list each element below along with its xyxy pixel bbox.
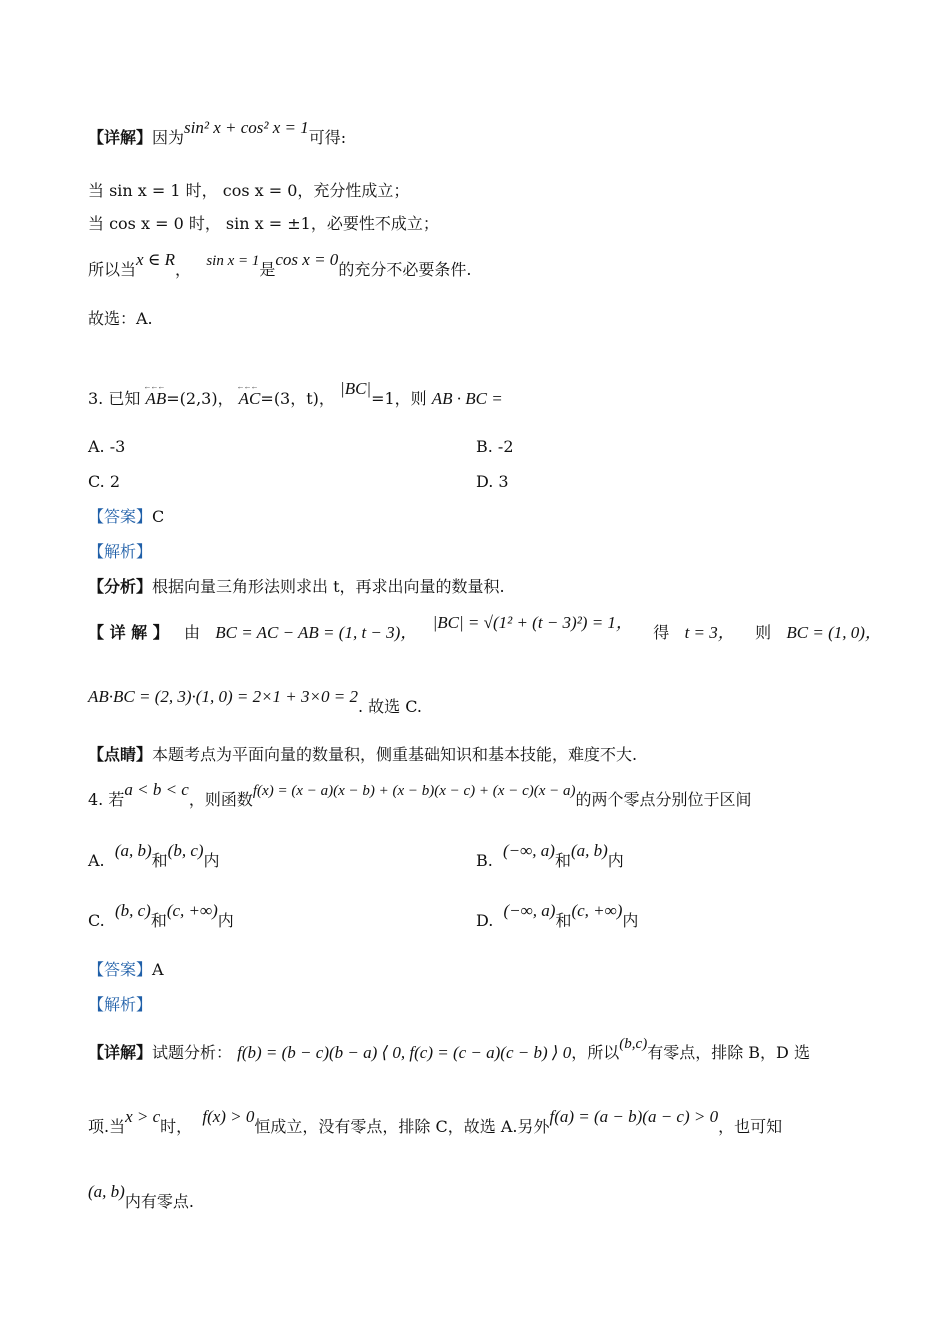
dot-product: AB · BC = bbox=[431, 389, 503, 408]
math-cond: a < b < c bbox=[124, 780, 189, 799]
text: 可得: bbox=[308, 128, 347, 147]
text: 所以当 bbox=[88, 260, 137, 279]
q3-stem bbox=[88, 379, 503, 409]
text: 因为 bbox=[152, 128, 185, 147]
detail-line-4 bbox=[88, 250, 472, 281]
math-fa: f(a) = (a − b)(a − c) > 0 bbox=[549, 1107, 719, 1126]
math-eq1: BC = AC − AB = (1, t − 3)， bbox=[215, 623, 418, 642]
answer-value: C bbox=[152, 507, 165, 526]
detail-tag: 【 详 解 】 bbox=[88, 623, 169, 642]
interval: (a, b) bbox=[88, 1182, 125, 1201]
q3-option-d: D. 3 bbox=[476, 472, 509, 491]
fenxi-tag: 【分析】 bbox=[88, 577, 153, 596]
text: 内 bbox=[217, 911, 234, 930]
text: 本题考点为平面向量的数量积，侧重基础知识和基本技能，难度不大. bbox=[152, 745, 638, 764]
text: 3. 已知 bbox=[88, 389, 141, 408]
q4-option-a bbox=[88, 841, 220, 871]
math-product: AB·BC = (2, 3)·(1, 0) = 2×1 + 3×0 = 2 bbox=[88, 687, 358, 706]
text: 和 bbox=[151, 851, 168, 870]
q4-option-c bbox=[88, 901, 234, 931]
vector-ac: ←←← AC bbox=[239, 389, 261, 409]
text: . 故选 C. bbox=[357, 697, 422, 716]
answer-value: A bbox=[152, 960, 164, 979]
q3-detail-line-2 bbox=[88, 687, 422, 717]
q4-detail-line-3 bbox=[88, 1182, 194, 1212]
q4-detail-line-2 bbox=[88, 1107, 783, 1137]
q3-analysis-tag: 【解析】 bbox=[88, 542, 153, 561]
detail-line-1 bbox=[88, 118, 347, 148]
text: =(2,3)， bbox=[166, 389, 234, 408]
answer-tag: 【答案】 bbox=[88, 507, 153, 526]
text: 4. 若 bbox=[88, 790, 125, 809]
interval: (c, +∞) bbox=[166, 901, 218, 920]
text: 试题分析： bbox=[152, 1043, 233, 1062]
interval: (b, c) bbox=[114, 901, 151, 920]
q3-answer bbox=[88, 507, 164, 527]
text: 恒成立，没有零点，排除 C，故选 A.另外 bbox=[254, 1117, 550, 1136]
text: ，也可知 bbox=[718, 1117, 783, 1136]
interval: (b,c) bbox=[619, 1036, 648, 1052]
text: 由 bbox=[183, 623, 200, 642]
text: =(3，t)， bbox=[260, 389, 335, 408]
detail-line-2: 当 sin x = 1 时， cos x = 0，充分性成立； bbox=[88, 181, 410, 200]
interval: (c, +∞) bbox=[571, 901, 623, 920]
text: 和 bbox=[554, 851, 571, 870]
q4-option-d bbox=[476, 901, 639, 931]
text: 和 bbox=[150, 911, 167, 930]
interval: (a, b) bbox=[570, 841, 608, 860]
text: 是 bbox=[259, 260, 276, 279]
interval: (b, c) bbox=[167, 841, 204, 860]
text: ，所以 bbox=[571, 1043, 620, 1062]
q3-detail-line-1 bbox=[88, 613, 882, 643]
math-t: t = 3， bbox=[684, 623, 735, 642]
q4-option-b bbox=[476, 841, 624, 871]
answer-tag: 【答案】 bbox=[88, 960, 153, 979]
text: 项.当 bbox=[88, 1117, 126, 1136]
math-cond3: cos x = 0 bbox=[275, 250, 339, 269]
vector-ab: ←←← AB bbox=[145, 389, 166, 409]
interval: (a, b) bbox=[114, 841, 152, 860]
text: 内 bbox=[607, 851, 624, 870]
q3-option-b: B. -2 bbox=[476, 437, 514, 456]
math-eq2: |BC| = √(1² + (t − 3)²) = 1， bbox=[432, 613, 633, 632]
label: A. bbox=[88, 851, 105, 870]
math-function: f(x) = (x − a)(x − b) + (x − b)(x − c) + (x − c)(x − a) bbox=[252, 783, 576, 799]
text: 内 bbox=[203, 851, 220, 870]
q3-fenxi bbox=[88, 577, 505, 597]
interval: (−∞, a) bbox=[503, 901, 556, 920]
text: ， bbox=[175, 260, 192, 279]
text: 时， bbox=[160, 1117, 193, 1136]
q4-detail-line-1 bbox=[88, 1036, 810, 1064]
text: 内有零点. bbox=[124, 1192, 194, 1211]
text: 和 bbox=[555, 911, 572, 930]
label: B. bbox=[476, 851, 493, 870]
math-eq: f(b) = (b − c)(b − a) ⟨ 0, f(c) = (c − a)(c − b) ⟩ 0 bbox=[237, 1043, 572, 1062]
q3-option-a: A. -3 bbox=[88, 437, 126, 456]
label: D. bbox=[476, 911, 494, 930]
detail-tag: 【详解】 bbox=[88, 1043, 153, 1062]
detail-tag: 【详解】 bbox=[88, 128, 153, 147]
text: 则 bbox=[755, 623, 772, 642]
text: 得 bbox=[653, 623, 670, 642]
q4-stem bbox=[88, 780, 752, 811]
math-cond: x > c bbox=[125, 1107, 161, 1126]
q3-dianjing bbox=[88, 745, 637, 765]
text: 有零点，排除 B，D 选 bbox=[647, 1043, 810, 1062]
interval: (−∞, a) bbox=[503, 841, 555, 860]
dianjing-tag: 【点睛】 bbox=[88, 745, 153, 764]
detail-line-5: 故选：A. bbox=[88, 309, 153, 328]
math-fx: f(x) > 0 bbox=[202, 1107, 255, 1126]
vector-bc-abs: |BC| bbox=[340, 379, 372, 398]
q4-answer bbox=[88, 960, 164, 980]
text: 内 bbox=[622, 911, 639, 930]
text: ，则函数 bbox=[188, 790, 253, 809]
detail-line-3: 当 cos x = 0 时， sin x = ±1，必要性不成立； bbox=[88, 214, 439, 233]
text: =1，则 bbox=[371, 389, 427, 408]
math-identity: sin² x + cos² x = 1 bbox=[184, 118, 309, 137]
q4-analysis-tag: 【解析】 bbox=[88, 995, 153, 1014]
q3-option-c: C. 2 bbox=[88, 472, 121, 491]
label: C. bbox=[88, 911, 105, 930]
text: 根据向量三角形法则求出 t，再求出向量的数量积. bbox=[152, 577, 505, 596]
math-eq3: BC = (1, 0)， bbox=[786, 623, 882, 642]
text: 的两个零点分别位于区间 bbox=[575, 790, 752, 809]
math-cond2: sin x = 1 bbox=[206, 253, 260, 269]
math-cond1: x ∈ R bbox=[136, 250, 176, 269]
text: 的充分不必要条件. bbox=[338, 260, 472, 279]
